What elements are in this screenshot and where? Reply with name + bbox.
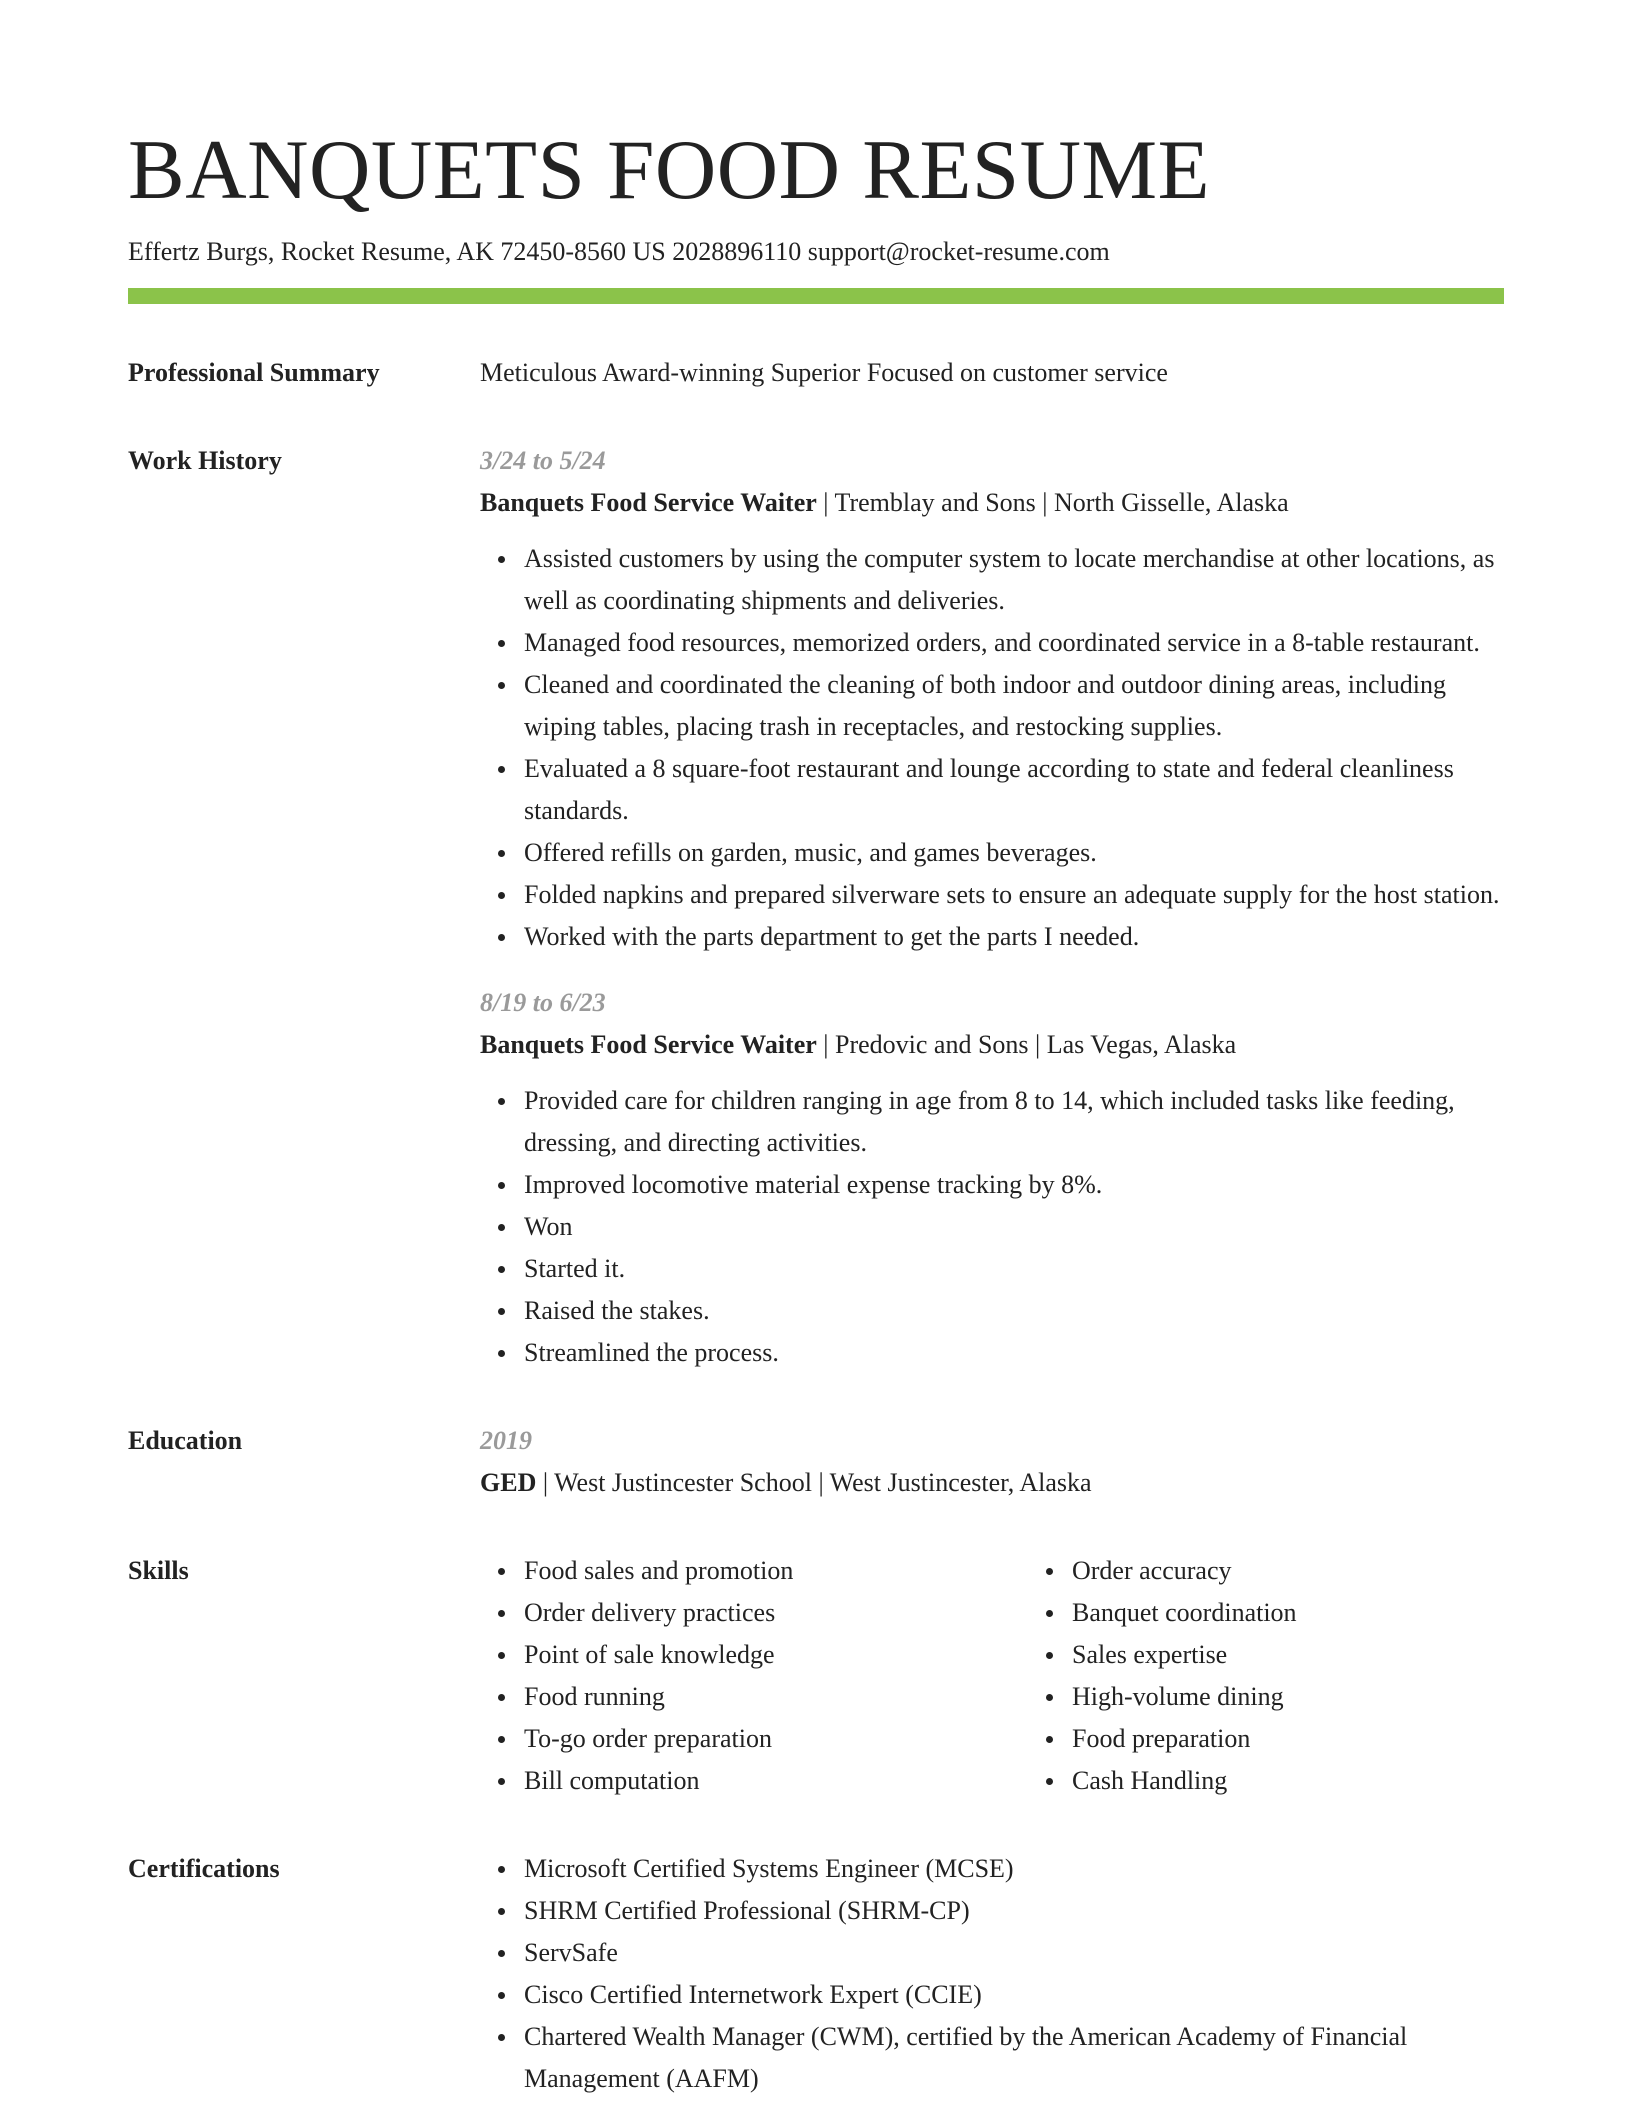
list-item: Raised the stakes. [524,1290,1504,1332]
job-dates: 8/19 to 6/23 [480,988,606,1017]
list-item: Banquet coordination [1072,1592,1576,1634]
section-label-skills: Skills [128,1556,189,1585]
job-title-line [480,482,1504,524]
skills-grid [480,1550,1576,1802]
list-item: Started it. [524,1248,1504,1290]
section-label-education: Education [128,1426,243,1455]
job-bullets [480,1080,1504,1374]
job-entry [480,440,1504,958]
job-dates: 3/24 to 5/24 [480,446,606,475]
job-role: Banquets Food Service Waiter [480,488,817,517]
list-item: Improved locomotive material expense tracking by 8%. [524,1164,1504,1206]
job-role: Banquets Food Service Waiter [480,1030,817,1059]
list-item: Folded napkins and prepared silverware sets to ensure an adequate supply for the host station. [524,874,1504,916]
list-item: Won [524,1206,1504,1248]
list-item: Worked with the parts department to get the parts I needed. [524,916,1504,958]
list-item: Order delivery practices [524,1592,1028,1634]
list-item: Streamlined the process. [524,1332,1504,1374]
list-item: Bill computation [524,1760,1028,1802]
list-item: Cisco Certified Internetwork Expert (CCIE) [524,1974,1504,2016]
resume-title: BANQUETS FOOD RESUME [128,123,1211,217]
education-details: | West Justincester School | West Justincester, Alaska [536,1468,1092,1497]
list-item: Managed food resources, memorized orders, and coordinated service in a 8-table restaurant. [524,622,1504,664]
certifications-list [480,1848,1504,2100]
summary-text: Meticulous Award-winning Superior Focused on customer service [480,358,1168,387]
list-item: Chartered Wealth Manager (CWM), certified by the American Academy of Financial Management (AAFM) [524,2016,1504,2100]
list-item: Order accuracy [1072,1550,1576,1592]
list-item: Offered refills on garden, music, and games beverages. [524,832,1504,874]
list-item: To-go order preparation [524,1718,1028,1760]
education-line [480,1462,1504,1504]
skills-column-left [480,1550,1028,1802]
list-item: Food running [524,1676,1028,1718]
education-section [128,1424,1504,1504]
list-item: Provided care for children ranging in age from 8 to 14, which included tasks like feeding, dressing, and directing activities. [524,1080,1504,1164]
header-divider [128,288,1504,304]
list-item: SHRM Certified Professional (SHRM-CP) [524,1890,1504,1932]
section-label-work-history: Work History [128,446,282,475]
list-item: Assisted customers by using the computer system to locate merchandise at other locations, as well as coordinating shipments and deliveries. [524,538,1504,622]
list-item: Food preparation [1072,1718,1576,1760]
summary-section [128,356,1504,394]
section-label-summary: Professional Summary [128,358,380,387]
list-item: Sales expertise [1072,1634,1576,1676]
list-item: Point of sale knowledge [524,1634,1028,1676]
list-item: Microsoft Certified Systems Engineer (MCSE) [524,1848,1504,1890]
work-history-section [128,444,1504,1374]
contact-line: Effertz Burgs, Rocket Resume, AK 72450-8560 US 2028896110 support@rocket-resume.com [128,237,1110,266]
job-entry [480,982,1504,1374]
education-year: 2019 [480,1426,532,1455]
list-item: Food sales and promotion [524,1550,1028,1592]
list-item: Evaluated a 8 square-foot restaurant and lounge according to state and federal cleanliness standards. [524,748,1504,832]
list-item: Cash Handling [1072,1760,1576,1802]
list-item: High-volume dining [1072,1676,1576,1718]
section-label-certifications: Certifications [128,1854,280,1883]
certifications-section [128,1852,1504,2100]
skills-section [128,1554,1504,1802]
list-item: ServSafe [524,1932,1504,1974]
job-details: | Predovic and Sons | Las Vegas, Alaska [816,1030,1237,1059]
list-item: Cleaned and coordinated the cleaning of both indoor and outdoor dining areas, including wiping tables, placing trash in receptacles, and restocking supplies. [524,664,1504,748]
skills-column-right [1028,1550,1576,1802]
job-bullets [480,538,1504,958]
job-title-line [480,1024,1504,1066]
education-degree: GED [480,1468,537,1497]
job-details: | Tremblay and Sons | North Gisselle, Alaska [816,488,1289,517]
resume-page [128,120,1504,2100]
